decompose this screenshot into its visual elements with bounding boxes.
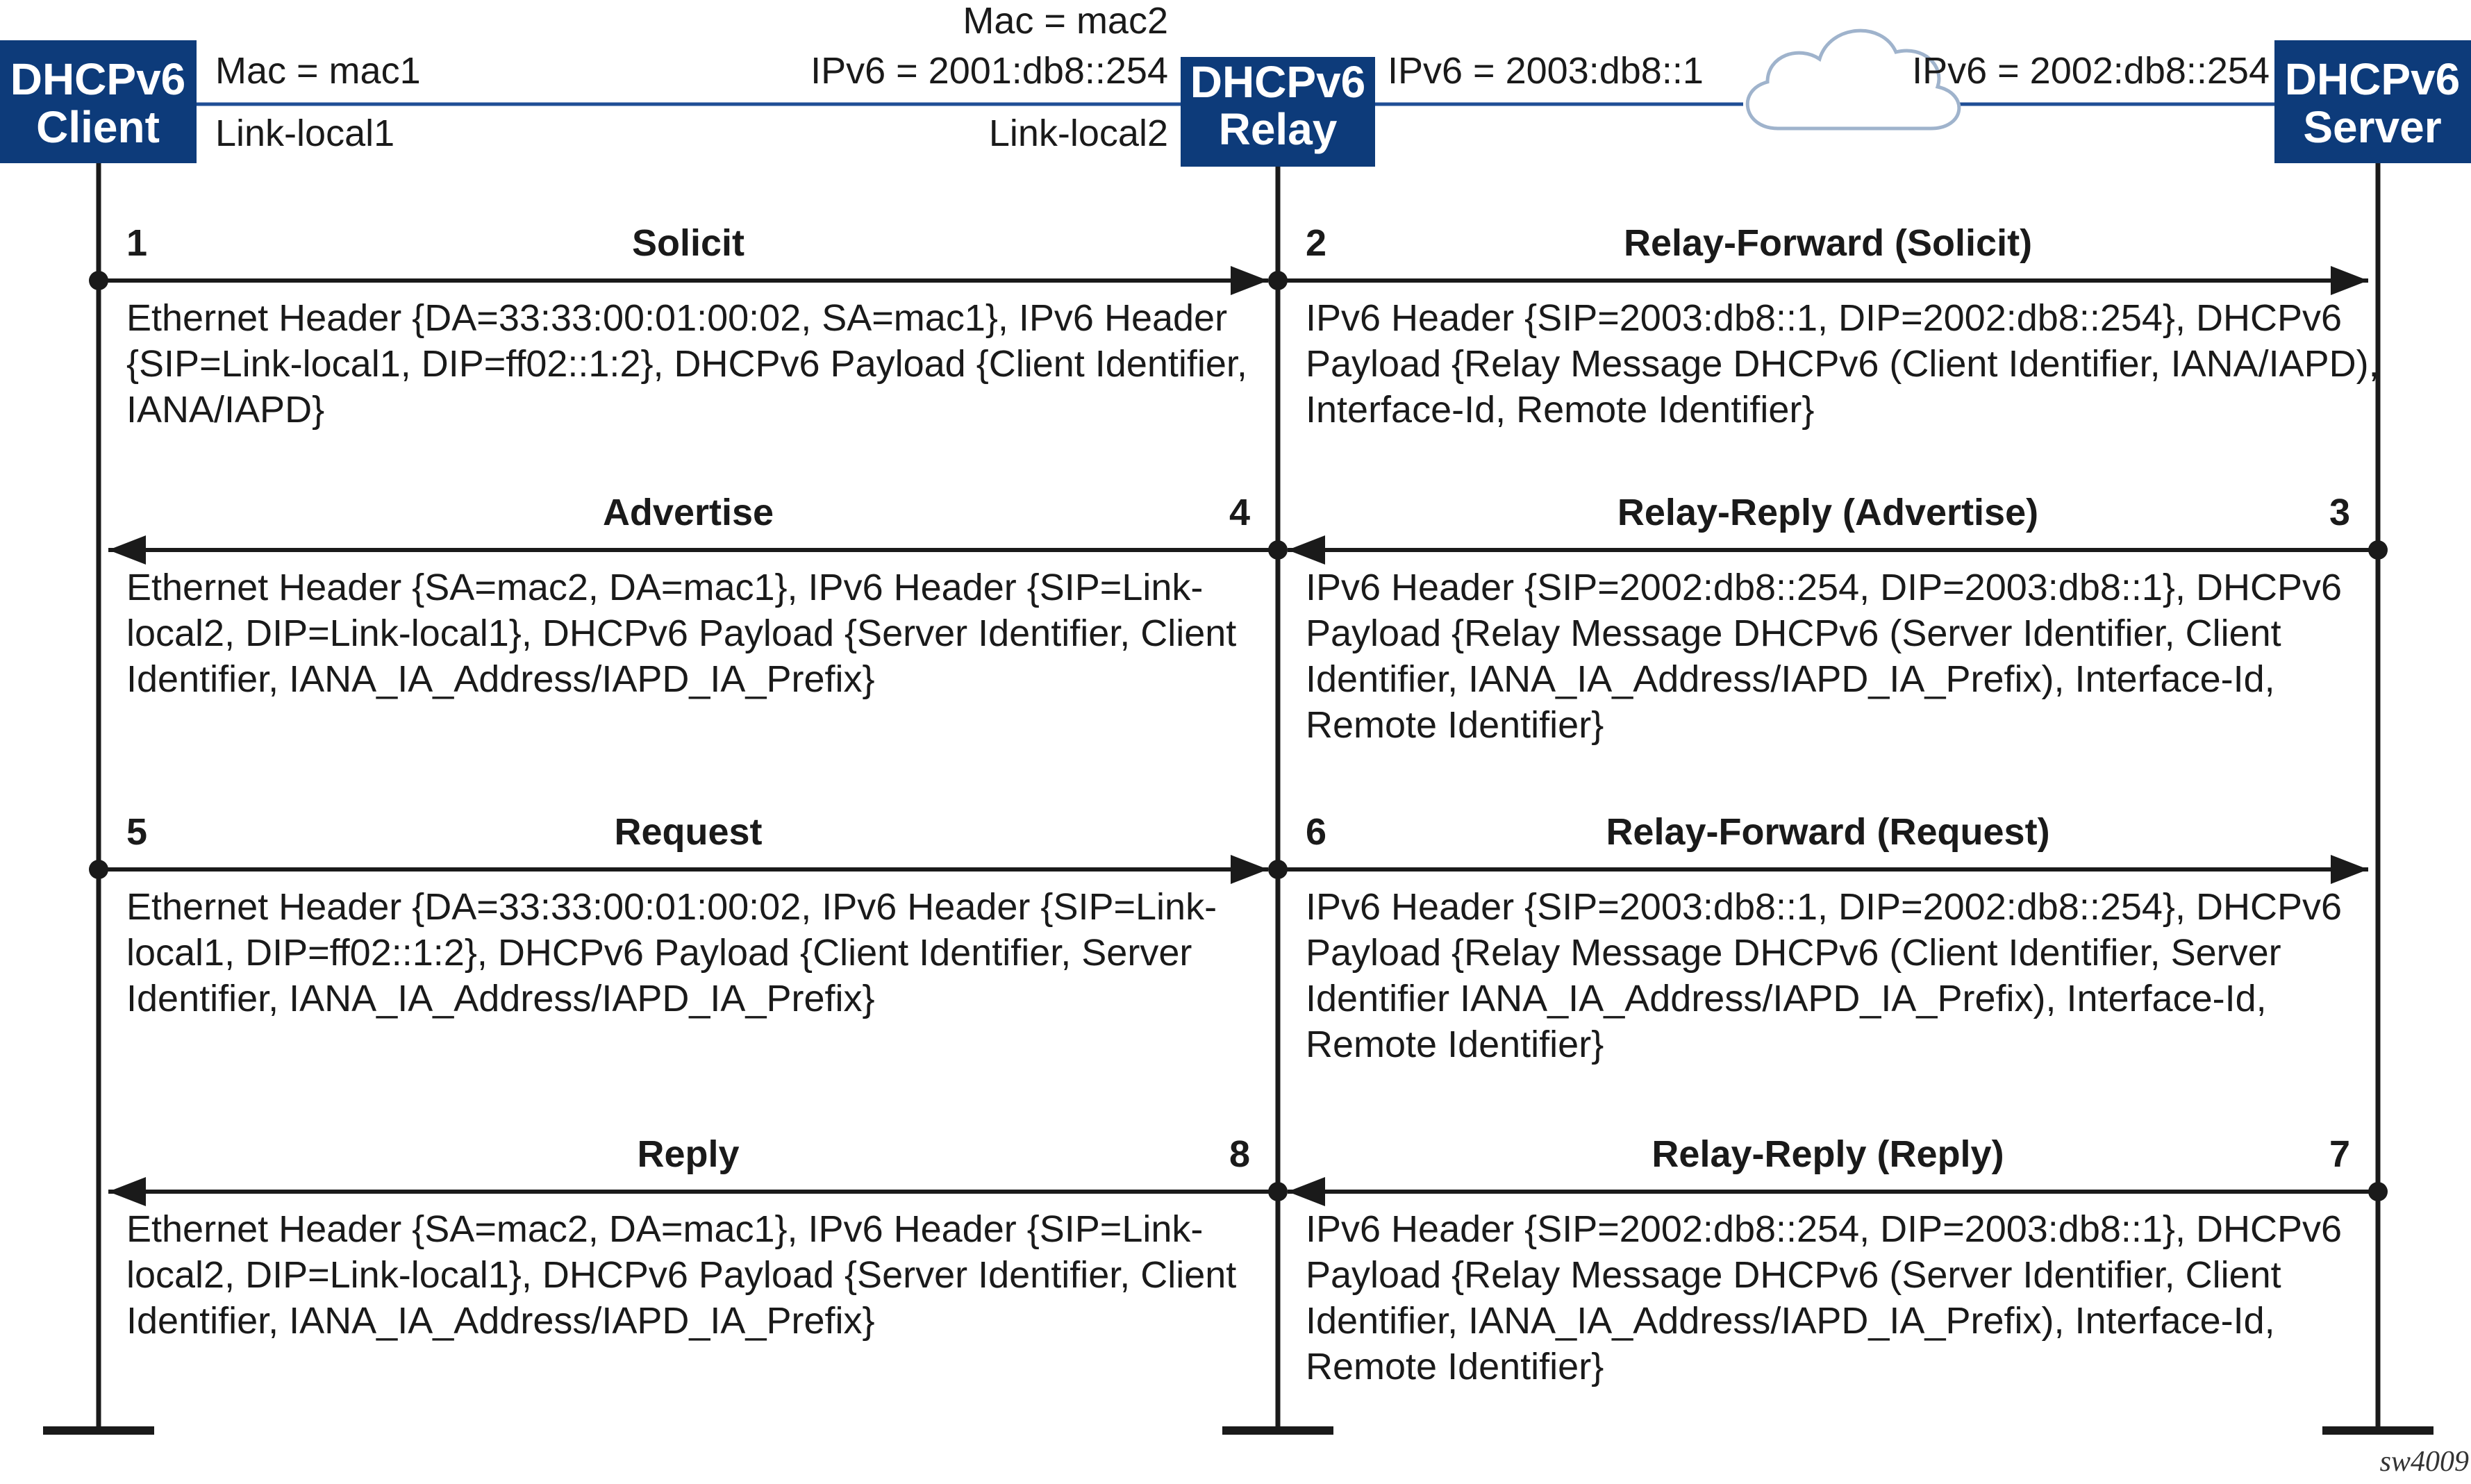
message-5 bbox=[89, 811, 1268, 1019]
client-link-local-label: Link-local1 bbox=[215, 112, 395, 154]
message-origin-dot bbox=[2368, 1182, 2388, 1201]
message-title: Reply bbox=[637, 1133, 740, 1175]
message-body bbox=[1306, 567, 2342, 746]
message-title: Relay-Reply (Reply) bbox=[1652, 1133, 2004, 1175]
relay-node-line2: Relay bbox=[1218, 104, 1338, 154]
message-body-line: IPv6 Header {SIP=2003:db8::1, DIP=2002:db8::254}, DHCPv6 bbox=[1306, 886, 2343, 928]
relay-mac-label: Mac = mac2 bbox=[963, 0, 1168, 42]
message-title: Solicit bbox=[631, 222, 745, 264]
message-6 bbox=[1268, 811, 2368, 1065]
server-node-line2: Server bbox=[2303, 102, 2442, 152]
message-origin-dot bbox=[89, 271, 108, 290]
message-title: Relay-Forward (Request) bbox=[1606, 811, 2050, 853]
message-sequence bbox=[89, 222, 2388, 1387]
message-origin-dot bbox=[1268, 271, 1288, 290]
message-body-line: Remote Identifier} bbox=[1306, 1024, 1604, 1065]
message-body-line: Remote Identifier} bbox=[1306, 704, 1604, 746]
figure-id: sw4009 bbox=[2379, 1446, 2469, 1478]
relay-link-local-label: Link-local2 bbox=[988, 112, 1168, 154]
message-body-line: Interface-Id, Remote Identifier} bbox=[1306, 389, 1815, 431]
client-node-line1: DHCPv6 bbox=[10, 54, 186, 104]
message-body-line: Ethernet Header {SA=mac2, DA=mac1}, IPv6 Header {SIP=Link- bbox=[126, 567, 1204, 608]
message-body-line: Identifier, IANA_IA_Address/IAPD_IA_Prefix), Interface-Id, bbox=[1306, 1300, 2275, 1342]
message-step-number: 3 bbox=[2329, 492, 2350, 533]
message-origin-dot bbox=[1268, 860, 1288, 879]
message-body bbox=[126, 1208, 1236, 1342]
message-title: Request bbox=[614, 811, 763, 853]
message-body-line: Ethernet Header {DA=33:33:00:01:00:02, SA=mac1}, IPv6 Header bbox=[126, 297, 1228, 339]
server-ipv6-label: IPv6 = 2002:db8::254 bbox=[1912, 50, 2270, 92]
message-body bbox=[126, 886, 1217, 1019]
message-step-number: 2 bbox=[1306, 222, 1327, 264]
message-body bbox=[1306, 1208, 2342, 1387]
server-node bbox=[2274, 40, 2471, 163]
message-origin-dot bbox=[89, 860, 108, 879]
message-body-line: Ethernet Header {SA=mac2, DA=mac1}, IPv6 Header {SIP=Link- bbox=[126, 1208, 1204, 1250]
message-2 bbox=[1268, 222, 2379, 431]
message-step-number: 5 bbox=[126, 811, 148, 853]
message-body-line: local2, DIP=Link-local1}, DHCPv6 Payload {Server Identifier, Client bbox=[126, 612, 1237, 654]
message-body-line: local2, DIP=Link-local1}, DHCPv6 Payload {Server Identifier, Client bbox=[126, 1254, 1237, 1296]
message-7 bbox=[1288, 1133, 2388, 1387]
relay-node bbox=[1181, 57, 1375, 167]
client-node-line2: Client bbox=[36, 102, 160, 152]
server-node-line1: DHCPv6 bbox=[2284, 54, 2461, 104]
message-body-line: {SIP=Link-local1, DIP=ff02::1:2}, DHCPv6 Payload {Client Identifier, bbox=[126, 343, 1247, 385]
message-origin-dot bbox=[1268, 1182, 1288, 1201]
message-body bbox=[1306, 886, 2342, 1065]
message-8 bbox=[108, 1133, 1288, 1342]
message-3 bbox=[1288, 492, 2388, 746]
message-body-line: Identifier IANA_IA_Address/IAPD_IA_Prefix), Interface-Id, bbox=[1306, 978, 2267, 1019]
message-body-line: IPv6 Header {SIP=2003:db8::1, DIP=2002:db8::254}, DHCPv6 bbox=[1306, 297, 2343, 339]
message-body-line: Payload {Relay Message DHCPv6 (Server Identifier, Client bbox=[1306, 612, 2281, 654]
relay-ipv6-server-side-label: IPv6 = 2003:db8::1 bbox=[1388, 50, 1704, 92]
message-body-line: Identifier, IANA_IA_Address/IAPD_IA_Prefix} bbox=[126, 1300, 875, 1342]
message-4 bbox=[108, 492, 1288, 700]
message-body-line: Remote Identifier} bbox=[1306, 1346, 1604, 1387]
message-body-line: Payload {Relay Message DHCPv6 (Server Identifier, Client bbox=[1306, 1254, 2281, 1296]
client-node bbox=[0, 40, 197, 163]
message-body-line: Payload {Relay Message DHCPv6 (Client Identifier, Server bbox=[1306, 932, 2281, 974]
message-body bbox=[1306, 297, 2379, 431]
relay-node-line1: DHCPv6 bbox=[1190, 57, 1366, 107]
message-step-number: 6 bbox=[1306, 811, 1327, 853]
message-body-line: Ethernet Header {DA=33:33:00:01:00:02, IPv6 Header {SIP=Link- bbox=[126, 886, 1217, 928]
message-title: Relay-Forward (Solicit) bbox=[1623, 222, 2033, 264]
message-body-line: Payload {Relay Message DHCPv6 (Client Identifier, IANA/IAPD), bbox=[1306, 343, 2379, 385]
message-step-number: 8 bbox=[1229, 1133, 1250, 1175]
message-body-line: IPv6 Header {SIP=2002:db8::254, DIP=2003:db8::1}, DHCPv6 bbox=[1306, 1208, 2343, 1250]
message-step-number: 7 bbox=[2329, 1133, 2350, 1175]
message-body-line: local1, DIP=ff02::1:2}, DHCPv6 Payload {Client Identifier, Server bbox=[126, 932, 1192, 974]
message-step-number: 4 bbox=[1229, 492, 1250, 533]
message-body-line: Identifier, IANA_IA_Address/IAPD_IA_Prefix} bbox=[126, 658, 875, 700]
message-body-line: Identifier, IANA_IA_Address/IAPD_IA_Prefix} bbox=[126, 978, 875, 1019]
message-body bbox=[126, 297, 1247, 431]
message-body bbox=[126, 567, 1236, 700]
message-1 bbox=[89, 222, 1268, 431]
message-body-line: Identifier, IANA_IA_Address/IAPD_IA_Prefix), Interface-Id, bbox=[1306, 658, 2275, 700]
client-mac-label: Mac = mac1 bbox=[215, 50, 421, 92]
relay-ipv6-client-side-label: IPv6 = 2001:db8::254 bbox=[810, 50, 1168, 92]
message-origin-dot bbox=[1268, 540, 1288, 560]
message-step-number: 1 bbox=[126, 222, 148, 264]
message-origin-dot bbox=[2368, 540, 2388, 560]
message-title: Advertise bbox=[602, 492, 774, 533]
message-title: Relay-Reply (Advertise) bbox=[1617, 492, 2039, 533]
message-body-line: IANA/IAPD} bbox=[126, 389, 325, 431]
message-body-line: IPv6 Header {SIP=2002:db8::254, DIP=2003:db8::1}, DHCPv6 bbox=[1306, 567, 2343, 608]
